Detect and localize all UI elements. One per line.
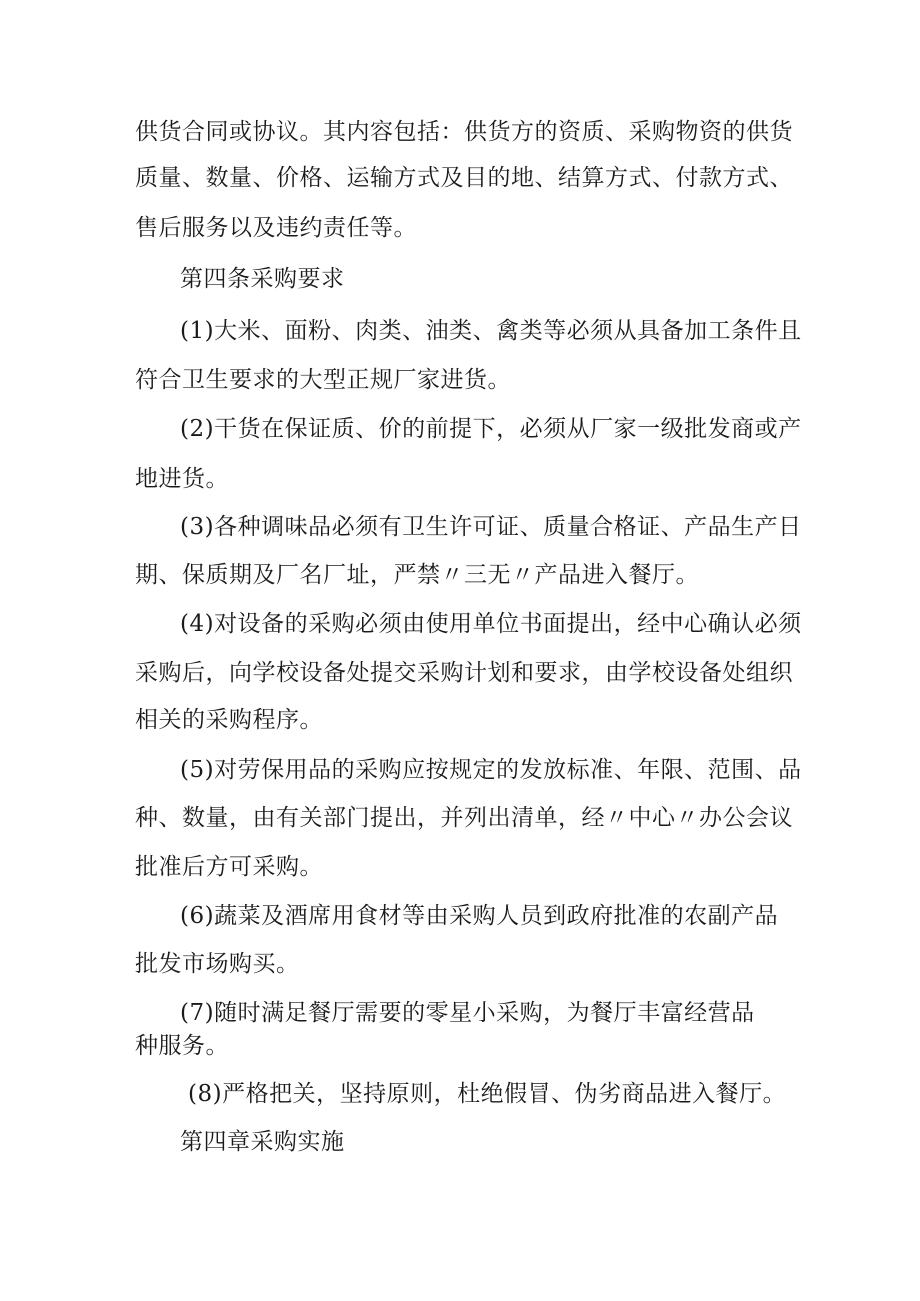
item-8-line-1: (8)严格把关，坚持原则，杜绝假冒、伪劣商品进入餐厅。: [188, 1081, 787, 1107]
chapter-heading-4: 第四章采购实施: [180, 1129, 345, 1155]
item-5-line-2: 种、数量，由有关部门提出，并列出清单，经〃中心〃办公会议: [135, 805, 793, 831]
section-heading-article-4: 第四条采购要求: [180, 266, 345, 292]
item-3-line-1: (3)各种调味品必须有卫生许可证、质量合格证、产品生产日: [180, 514, 802, 540]
item-7-line-2: 种服务。: [135, 1033, 229, 1059]
item-2-line-2: 地进货。: [135, 466, 229, 492]
item-7-line-1: (7)随时满足餐厅需要的零星小采购，为餐厅丰富经营品: [180, 1000, 755, 1026]
item-4-line-2: 采购后，向学校设备处提交采购计划和要求，由学校设备处组织: [135, 660, 793, 686]
item-3-line-2: 期、保质期及厂名厂址，严禁〃三无〃产品进入餐厅。: [135, 562, 699, 588]
body-line-2: 质量、数量、价格、运输方式及目的地、结算方式、付款方式、: [135, 165, 793, 191]
item-6-line-1: (6)蔬菜及酒席用食材等由采购人员到政府批准的农副产品: [180, 903, 779, 929]
item-6-line-2: 批发市场购买。: [135, 951, 300, 977]
body-line-3: 售后服务以及违约责任等。: [135, 215, 417, 241]
item-5-line-1: (5)对劳保用品的采购应按规定的发放标准、年限、范围、品: [180, 757, 802, 783]
item-4-line-1: (4)对设备的采购必须由使用单位书面提出，经中心确认必须: [180, 611, 802, 637]
body-line-1: 供货合同或协议。其内容包括：供货方的资质、采购物资的供货: [135, 119, 793, 145]
item-1-line-2: 符合卫生要求的大型正规厂家进货。: [135, 367, 511, 393]
item-4-line-3: 相关的采购程序。: [135, 707, 323, 733]
item-5-line-3: 批准后方可采购。: [135, 854, 323, 880]
item-2-line-1: (2)干货在保证质、价的前提下，必须从厂家一级批发商或产: [180, 416, 802, 442]
item-1-line-1: (1)大米、面粉、肉类、油类、禽类等必须从具备加工条件且: [180, 318, 802, 344]
